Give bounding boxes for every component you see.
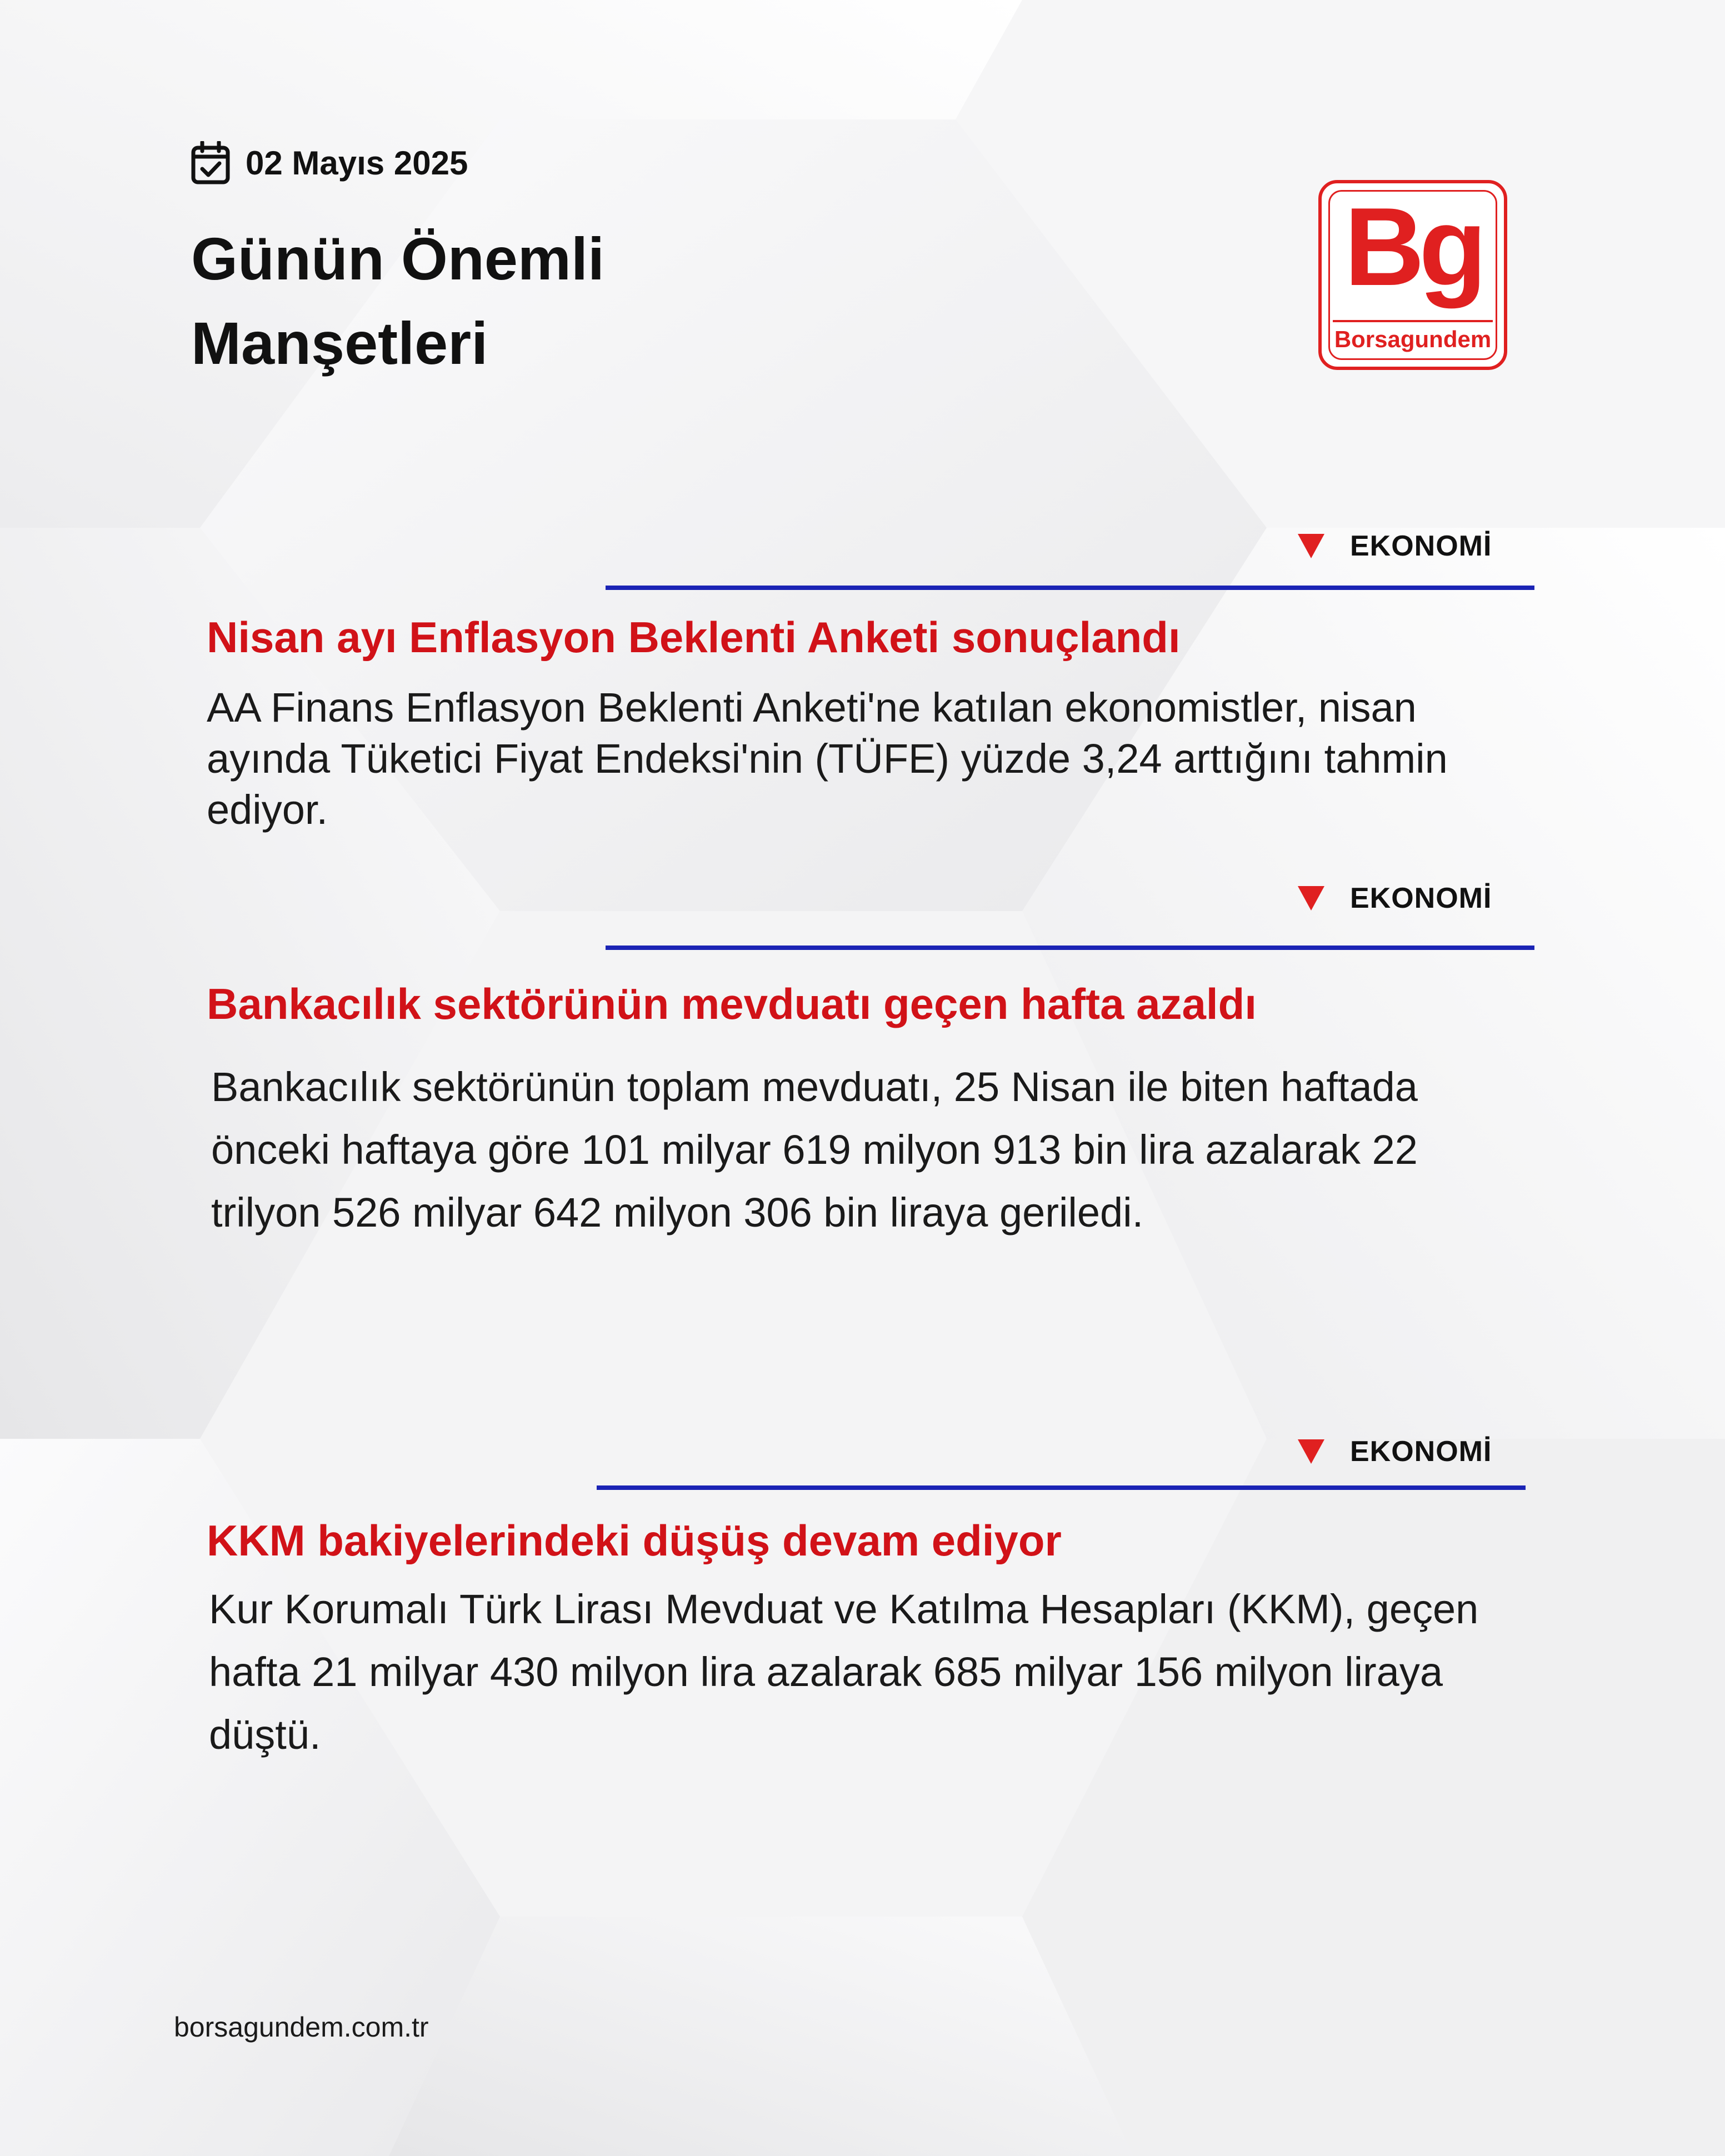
logo-mark: Bg bbox=[1344, 185, 1482, 309]
news-headline[interactable]: Nisan ayı Enflasyon Beklenti Anketi sonuçlandı bbox=[207, 613, 1181, 662]
section-divider bbox=[606, 946, 1534, 950]
section-divider bbox=[597, 1485, 1526, 1490]
logo-name: Borsagundem bbox=[1333, 320, 1493, 354]
category-label: EKONOMİ bbox=[1350, 882, 1492, 914]
news-body: Kur Korumalı Türk Lirası Mevduat ve Katılma Hesapları (KKM), geçen hafta 21 milyar 430 milyon lira azalarak 685 milyar 156 milyon liraya düştü. bbox=[209, 1586, 1479, 1758]
news-body: AA Finans Enflasyon Beklenti Anketi'ne katılan ekonomistler, nisan ayında Tüketici Fiyat Endeksi'nin (TÜFE) yüzde 3,24 arttığını tahmin ediyor. bbox=[207, 684, 1448, 833]
triangle-down-icon bbox=[1298, 534, 1324, 558]
category-label: EKONOMİ bbox=[1350, 530, 1492, 562]
category-tag bbox=[1298, 1432, 1492, 1471]
triangle-down-icon bbox=[1298, 1439, 1324, 1464]
calendar-check-icon bbox=[191, 141, 230, 184]
borsagundem-logo[interactable] bbox=[1318, 180, 1507, 370]
section-divider bbox=[606, 586, 1534, 590]
website-link[interactable]: borsagundem.com.tr bbox=[174, 2012, 429, 2043]
page-title: Günün Önemli Manşetleri bbox=[191, 225, 604, 377]
news-headline[interactable]: Bankacılık sektörünün mevduatı geçen hafta azaldı bbox=[207, 979, 1257, 1028]
news-headline[interactable]: KKM bakiyelerindeki düşüş devam ediyor bbox=[207, 1516, 1062, 1565]
category-tag bbox=[1298, 879, 1492, 918]
date-text: 02 Mayıs 2025 bbox=[246, 144, 468, 182]
date-row bbox=[191, 140, 468, 186]
category-tag bbox=[1298, 527, 1492, 566]
news-body: Bankacılık sektörünün toplam mevduatı, 25 Nisan ile biten haftada önceki haftaya göre 101 milyar 619 milyon 913 bin lira azalarak 22 trilyon 526 milyar 642 milyon 306 bin liraya geriledi. bbox=[211, 1064, 1418, 1235]
category-label: EKONOMİ bbox=[1350, 1435, 1492, 1468]
triangle-down-icon bbox=[1298, 886, 1324, 911]
